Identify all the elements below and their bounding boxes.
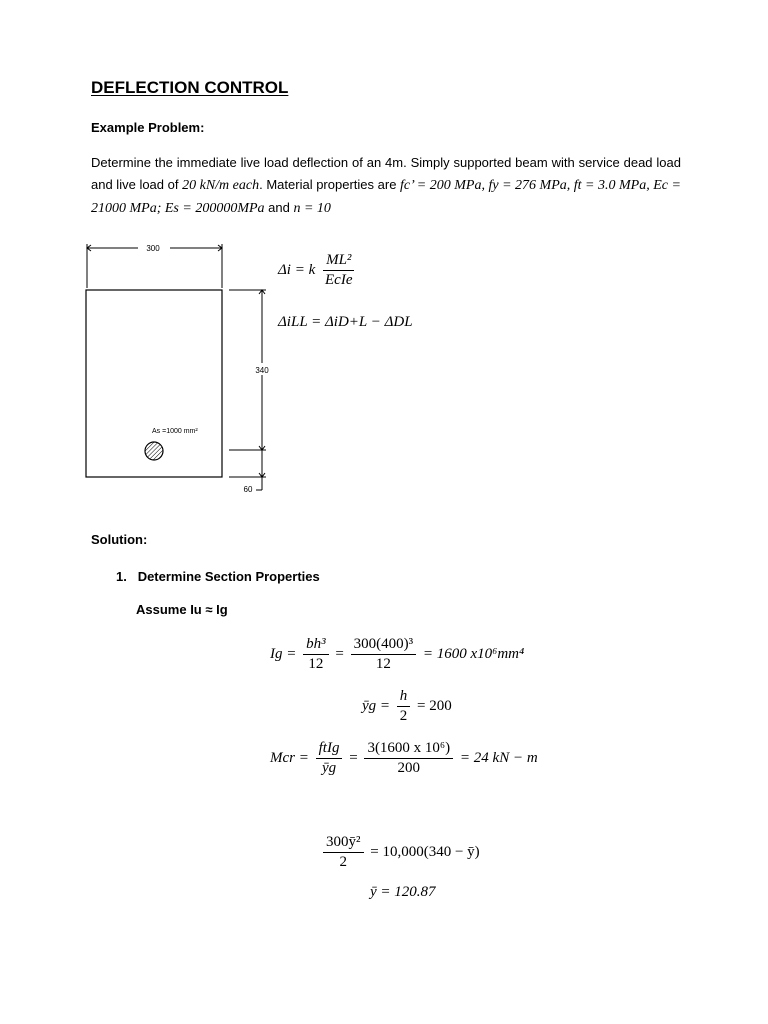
mcr-equals: = [349,749,358,766]
ig-denominator-1: 12 [308,656,324,672]
deflection-lhs: Δi = k [278,261,316,278]
step-1-heading [116,569,320,584]
ig-result: = 1600 x10⁶mm⁴ [422,645,525,662]
na-fraction [323,834,364,871]
mcr-denominator-1: ȳg [321,760,337,776]
yg-denominator: 2 [399,708,408,724]
example-heading: Example Problem: [91,120,205,135]
solution-heading: Solution: [91,532,148,547]
assumption-line: Assume Iu ≈ Ig [136,602,228,617]
mcr-fraction-1 [316,740,343,777]
na-numerator: 300ȳ² [323,834,364,853]
ig-denominator-2: 12 [375,656,391,672]
mcr-fraction-2 [364,740,453,777]
yg-fraction [397,688,411,725]
yg-lhs: ȳg = [362,697,391,714]
gross-moment-of-inertia-equation [270,636,524,673]
cover-label: 60 [243,485,253,494]
mcr-result: = 24 kN − m [459,749,538,766]
problem-text-2: . Material properties are [259,177,401,192]
neutral-axis-equation [320,834,480,871]
deflection-denominator: EcIe [325,272,353,288]
rebar-circle [145,442,163,460]
yg-numerator: h [397,688,411,707]
mcr-numerator-1: ftIg [316,740,343,759]
steel-area-label: As =1000 mm² [152,428,198,435]
cracking-moment-equation [270,740,538,777]
centroid-equation [362,688,452,725]
step-1-label: Determine Section Properties [137,569,320,584]
deflection-numerator: ML² [323,252,354,271]
neutral-axis-result: ȳ = 120.87 [370,884,436,900]
ig-lhs: Ig = [270,645,297,662]
ig-fraction-2 [351,636,417,673]
deflection-fraction [322,252,355,289]
beam-section-figure [80,240,280,500]
ig-fraction-1 [303,636,329,673]
deflection-formula [278,252,359,289]
ig-equals: = [335,645,344,662]
step-1-number: 1. [116,569,127,584]
ig-numerator-1: bh³ [303,636,329,655]
height-label: 340 [255,366,269,375]
na-rhs: = 10,000(340 − ȳ) [370,843,480,860]
mcr-denominator-2: 200 [397,760,421,776]
problem-load: 20 kN/m each [182,178,260,193]
problem-modular-ratio: n = 10 [293,201,331,216]
yg-result: = 200 [417,697,452,714]
mcr-numerator-2: 3(1600 x 10⁶) [364,740,453,759]
problem-text-1: Determine the immediate live load deflection of an 4m. Simply supported beam with service dead load and live load of [91,155,681,192]
live-load-deflection-formula: ΔiLL = ΔiD+L − ΔDL [278,314,413,330]
document-title: DEFLECTION CONTROL [91,78,289,97]
ig-numerator-2: 300(400)³ [351,636,417,655]
na-denominator: 2 [339,854,347,870]
width-label: 300 [146,244,160,253]
problem-text-3: and [264,200,294,215]
problem-statement [91,152,681,220]
problem-materials: fc’ = 200 MPa, fy = 276 MPa, ft = 3.0 MPa, Ec = 21000 MPa; Es = 200000MPa [91,178,681,216]
mcr-lhs: Mcr = [270,749,309,766]
